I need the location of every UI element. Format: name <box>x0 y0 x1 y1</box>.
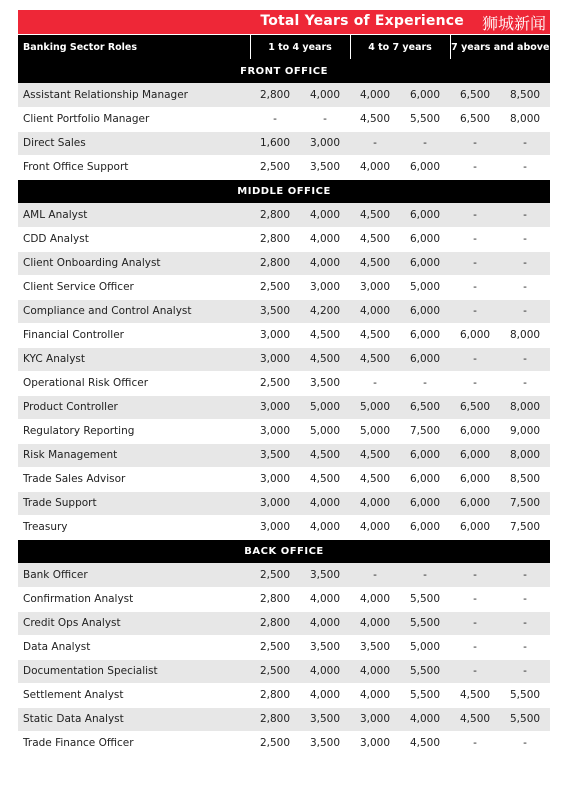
experience-title-banner <box>18 10 550 34</box>
salary-value: - <box>500 659 550 683</box>
role-name: Operational Risk Officer <box>18 371 250 395</box>
salary-value: 9,000 <box>500 419 550 443</box>
salary-value: - <box>450 347 500 371</box>
section-title: MIDDLE OFFICE <box>18 179 550 203</box>
table-row <box>18 251 550 275</box>
salary-value: - <box>450 659 500 683</box>
salary-value: 3,500 <box>350 635 400 659</box>
salary-value: 2,800 <box>250 683 300 707</box>
salary-value: - <box>400 563 450 587</box>
salary-value: 3,000 <box>250 323 300 347</box>
role-name: Risk Management <box>18 443 250 467</box>
table-row <box>18 731 550 755</box>
table-row <box>18 203 550 227</box>
salary-value: - <box>450 203 500 227</box>
salary-value: - <box>450 371 500 395</box>
role-name: Treasury <box>18 515 250 539</box>
role-name: Regulatory Reporting <box>18 419 250 443</box>
role-name: Credit Ops Analyst <box>18 611 250 635</box>
salary-value: - <box>250 107 300 131</box>
salary-value: - <box>400 131 450 155</box>
table-row <box>18 635 550 659</box>
salary-value: - <box>500 299 550 323</box>
table-row <box>18 707 550 731</box>
salary-value: 3,000 <box>350 707 400 731</box>
experience-title: Total Years of Experience <box>260 13 464 29</box>
salary-value: - <box>350 131 400 155</box>
role-name: Client Onboarding Analyst <box>18 251 250 275</box>
salary-value: 4,500 <box>350 347 400 371</box>
salary-value: 6,000 <box>400 299 450 323</box>
table-row <box>18 155 550 179</box>
salary-value: - <box>450 251 500 275</box>
salary-value: 7,500 <box>400 419 450 443</box>
table-row <box>18 395 550 419</box>
role-name: Product Controller <box>18 395 250 419</box>
salary-value: - <box>450 563 500 587</box>
salary-value: - <box>500 275 550 299</box>
salary-value: 3,500 <box>300 155 350 179</box>
salary-value: 6,000 <box>400 323 450 347</box>
salary-value: - <box>500 635 550 659</box>
role-name: Trade Support <box>18 491 250 515</box>
salary-value: 4,000 <box>350 299 400 323</box>
salary-value: 4,500 <box>300 443 350 467</box>
table-row <box>18 83 550 107</box>
salary-value: 4,000 <box>300 491 350 515</box>
salary-value: 4,000 <box>350 83 400 107</box>
salary-value: 2,800 <box>250 611 300 635</box>
section-header <box>18 179 550 203</box>
salary-value: - <box>500 131 550 155</box>
salary-value: - <box>500 611 550 635</box>
salary-value: 4,500 <box>300 347 350 371</box>
role-name: Trade Finance Officer <box>18 731 250 755</box>
salary-value: 3,000 <box>300 275 350 299</box>
salary-value: 5,500 <box>400 659 450 683</box>
salary-value: 3,000 <box>250 515 300 539</box>
salary-value: 4,500 <box>450 707 500 731</box>
salary-value: 4,000 <box>300 251 350 275</box>
salary-value: 3,000 <box>250 395 300 419</box>
role-name: Financial Controller <box>18 323 250 347</box>
role-name: Documentation Specialist <box>18 659 250 683</box>
salary-value: 8,000 <box>500 395 550 419</box>
salary-value: 4,500 <box>350 443 400 467</box>
salary-value: 2,800 <box>250 251 300 275</box>
role-name: Data Analyst <box>18 635 250 659</box>
table-row <box>18 323 550 347</box>
salary-value: 4,000 <box>300 227 350 251</box>
salary-value: 4,000 <box>300 659 350 683</box>
salary-value: 6,500 <box>450 107 500 131</box>
salary-value: 3,000 <box>350 275 400 299</box>
salary-value: 3,500 <box>250 443 300 467</box>
table-header-row <box>18 35 550 59</box>
salary-value: 8,500 <box>500 467 550 491</box>
salary-value: - <box>450 731 500 755</box>
salary-value: 4,500 <box>450 683 500 707</box>
table-row <box>18 563 550 587</box>
band-header-1-4: 1 to 4 years <box>250 35 350 59</box>
table-row <box>18 131 550 155</box>
salary-value: 6,000 <box>450 491 500 515</box>
band-header-4-7: 4 to 7 years <box>350 35 450 59</box>
salary-value: 4,000 <box>350 491 400 515</box>
salary-value: 4,500 <box>350 203 400 227</box>
role-name: Bank Officer <box>18 563 250 587</box>
salary-value: 5,000 <box>350 419 400 443</box>
salary-value: - <box>400 371 450 395</box>
section-title: BACK OFFICE <box>18 539 550 563</box>
table-row <box>18 515 550 539</box>
salary-value: 6,000 <box>400 155 450 179</box>
role-name: AML Analyst <box>18 203 250 227</box>
salary-value: 6,500 <box>450 395 500 419</box>
role-name: Assistant Relationship Manager <box>18 83 250 107</box>
salary-value: 3,500 <box>300 371 350 395</box>
salary-value: 2,500 <box>250 371 300 395</box>
salary-value: 3,000 <box>250 467 300 491</box>
salary-value: - <box>450 299 500 323</box>
salary-value: - <box>450 635 500 659</box>
salary-value: 6,000 <box>400 251 450 275</box>
salary-value: 3,500 <box>300 635 350 659</box>
role-name: Static Data Analyst <box>18 707 250 731</box>
salary-value: 8,000 <box>500 443 550 467</box>
salary-value: 6,000 <box>450 323 500 347</box>
salary-value: 2,800 <box>250 227 300 251</box>
salary-value: 4,500 <box>300 323 350 347</box>
salary-value: - <box>300 107 350 131</box>
table-row <box>18 491 550 515</box>
salary-value: 6,000 <box>400 227 450 251</box>
salary-value: - <box>450 131 500 155</box>
role-name: Settlement Analyst <box>18 683 250 707</box>
watermark-logo: 狮城新闻 <box>481 14 546 33</box>
salary-value: 2,800 <box>250 587 300 611</box>
table-row <box>18 659 550 683</box>
table-row <box>18 467 550 491</box>
table-row <box>18 227 550 251</box>
salary-value: 5,000 <box>300 395 350 419</box>
table-row <box>18 347 550 371</box>
salary-value: 6,000 <box>400 491 450 515</box>
salary-value: 2,800 <box>250 83 300 107</box>
role-name: Compliance and Control Analyst <box>18 299 250 323</box>
salary-value: - <box>500 251 550 275</box>
salary-value: 2,500 <box>250 563 300 587</box>
salary-value: 5,500 <box>400 587 450 611</box>
salary-value: 4,500 <box>350 323 400 347</box>
salary-value: 4,000 <box>350 683 400 707</box>
role-name: Direct Sales <box>18 131 250 155</box>
salary-table <box>18 35 550 756</box>
salary-value: 4,500 <box>350 467 400 491</box>
salary-value: 4,000 <box>350 659 400 683</box>
salary-value: - <box>450 155 500 179</box>
salary-value: 4,500 <box>350 251 400 275</box>
role-name: Trade Sales Advisor <box>18 467 250 491</box>
role-column-header: Banking Sector Roles <box>18 35 250 59</box>
salary-value: 4,000 <box>300 203 350 227</box>
salary-value: 5,500 <box>400 611 450 635</box>
salary-value: - <box>350 371 400 395</box>
salary-value: 5,500 <box>500 707 550 731</box>
table-row <box>18 683 550 707</box>
salary-value: 5,500 <box>400 107 450 131</box>
salary-value: 4,000 <box>350 515 400 539</box>
salary-value: 2,800 <box>250 707 300 731</box>
salary-value: - <box>500 731 550 755</box>
salary-value: - <box>450 587 500 611</box>
salary-value: 4,000 <box>300 587 350 611</box>
salary-value: - <box>450 611 500 635</box>
salary-value: 2,500 <box>250 275 300 299</box>
table-row <box>18 107 550 131</box>
salary-value: 4,000 <box>350 611 400 635</box>
salary-value: 3,500 <box>300 563 350 587</box>
salary-value: 2,500 <box>250 155 300 179</box>
section-header <box>18 539 550 563</box>
salary-value: 3,000 <box>250 419 300 443</box>
salary-value: 6,000 <box>450 419 500 443</box>
role-name: Confirmation Analyst <box>18 587 250 611</box>
table-row <box>18 587 550 611</box>
salary-value: 8,000 <box>500 323 550 347</box>
salary-value: 4,000 <box>300 515 350 539</box>
salary-value: 5,500 <box>500 683 550 707</box>
salary-value: 4,500 <box>300 467 350 491</box>
salary-value: - <box>450 227 500 251</box>
salary-value: 4,000 <box>300 83 350 107</box>
salary-value: 6,000 <box>400 515 450 539</box>
salary-value: 8,500 <box>500 83 550 107</box>
salary-value: - <box>500 587 550 611</box>
table-row <box>18 371 550 395</box>
salary-value: 7,500 <box>500 491 550 515</box>
salary-value: 5,000 <box>300 419 350 443</box>
salary-value: 5,500 <box>400 683 450 707</box>
salary-value: 6,000 <box>400 443 450 467</box>
salary-value: 3,500 <box>250 299 300 323</box>
salary-value: 6,000 <box>400 347 450 371</box>
table-row <box>18 275 550 299</box>
salary-value: 3,000 <box>250 347 300 371</box>
salary-value: 3,000 <box>250 491 300 515</box>
salary-value: 6,500 <box>450 83 500 107</box>
salary-value: 5,000 <box>400 275 450 299</box>
salary-value: 3,000 <box>300 131 350 155</box>
salary-value: 2,500 <box>250 635 300 659</box>
salary-value: 6,500 <box>400 395 450 419</box>
salary-value: - <box>500 347 550 371</box>
table-row <box>18 419 550 443</box>
salary-value: 3,500 <box>300 707 350 731</box>
salary-value: 4,000 <box>300 683 350 707</box>
salary-value: 3,000 <box>350 731 400 755</box>
salary-value: 8,000 <box>500 107 550 131</box>
salary-value: - <box>350 563 400 587</box>
salary-value: - <box>500 371 550 395</box>
salary-value: 5,000 <box>350 395 400 419</box>
salary-value: 7,500 <box>500 515 550 539</box>
salary-value: - <box>500 563 550 587</box>
salary-value: 3,500 <box>300 731 350 755</box>
salary-value: - <box>500 203 550 227</box>
role-name: Front Office Support <box>18 155 250 179</box>
salary-value: 4,200 <box>300 299 350 323</box>
salary-value: 1,600 <box>250 131 300 155</box>
salary-value: 2,800 <box>250 203 300 227</box>
salary-value: 6,000 <box>450 467 500 491</box>
salary-value: 4,000 <box>400 707 450 731</box>
salary-value: 6,000 <box>400 203 450 227</box>
section-title: FRONT OFFICE <box>18 59 550 83</box>
salary-value: 6,000 <box>400 467 450 491</box>
salary-value: 4,000 <box>350 587 400 611</box>
salary-value: 4,000 <box>300 611 350 635</box>
salary-value: - <box>500 227 550 251</box>
salary-value: 2,500 <box>250 659 300 683</box>
salary-value: 2,500 <box>250 731 300 755</box>
table-row <box>18 299 550 323</box>
salary-value: 6,000 <box>450 443 500 467</box>
role-name: Client Portfolio Manager <box>18 107 250 131</box>
salary-value: 4,500 <box>400 731 450 755</box>
salary-value: - <box>500 155 550 179</box>
salary-value: 6,000 <box>400 83 450 107</box>
salary-value: 4,500 <box>350 227 400 251</box>
salary-value: 6,000 <box>450 515 500 539</box>
salary-value: 4,000 <box>350 155 400 179</box>
salary-value: - <box>450 275 500 299</box>
role-name: KYC Analyst <box>18 347 250 371</box>
salary-value: 5,000 <box>400 635 450 659</box>
table-row <box>18 443 550 467</box>
section-header <box>18 59 550 83</box>
role-name: CDD Analyst <box>18 227 250 251</box>
role-name: Client Service Officer <box>18 275 250 299</box>
table-row <box>18 611 550 635</box>
band-header-7-plus: 7 years and above <box>450 35 550 59</box>
salary-value: 4,500 <box>350 107 400 131</box>
